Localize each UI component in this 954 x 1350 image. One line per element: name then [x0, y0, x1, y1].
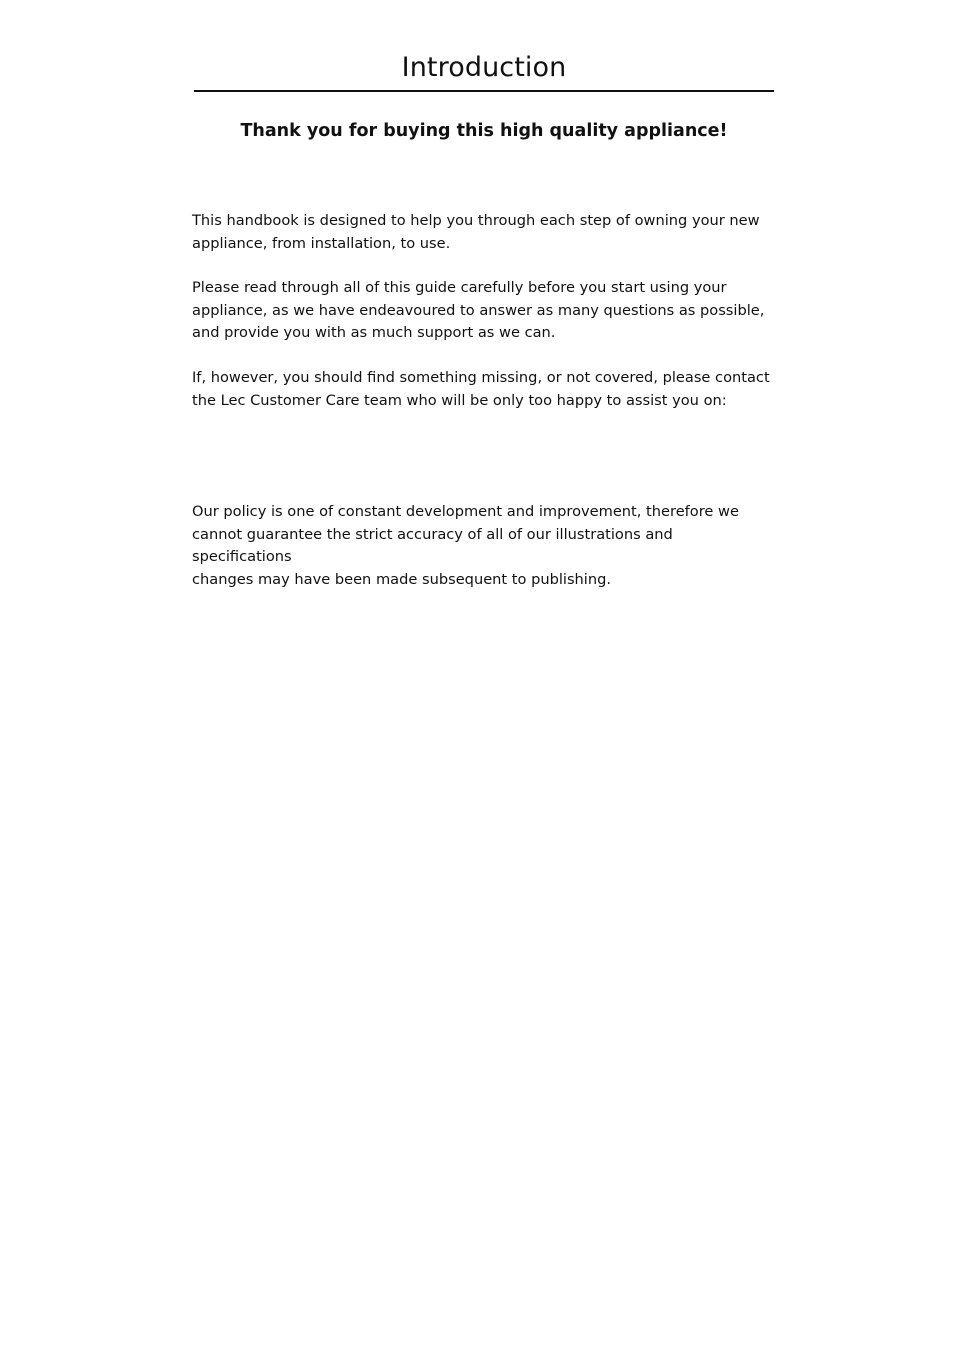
intro-paragraph-customer-care: If, however, you should find something missing, or not covered, please contact the Lec Customer Care team who will be only too happy to assist you on: — [192, 369, 770, 409]
page-title: Introduction — [401, 52, 567, 83]
page-subtitle: Thank you for buying this high quality appliance! — [240, 121, 728, 141]
intro-paragraph-read-guide: Please read through all of this guide carefully before you start using your appliance, as we have endeavoured to answer as many questions as possible, and provide you with as much support as we can. — [192, 279, 765, 341]
title-underline — [194, 90, 774, 92]
intro-paragraph-policy: Our policy is one of constant development and improvement, therefore we cannot guarantee the strict accuracy of all of our illustrations and specifications changes may have been made subsequent to publishing. — [192, 503, 739, 588]
intro-paragraph-handbook: This handbook is designed to help you through each step of owning your new appliance, from installation, to use. — [192, 212, 760, 252]
